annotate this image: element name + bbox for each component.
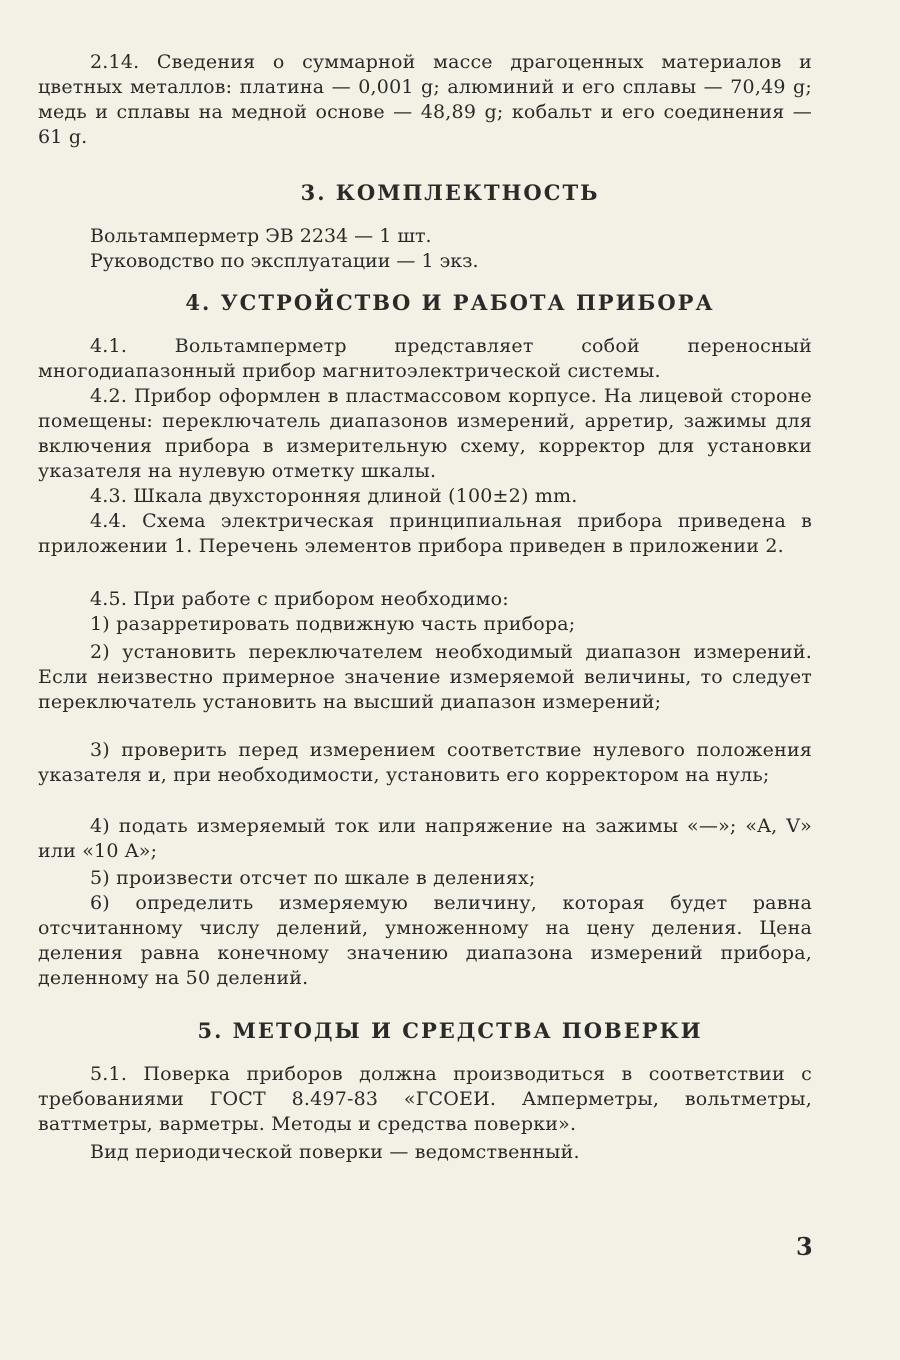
kit-item-manual: Руководство по эксплуатации — 1 экз. xyxy=(90,250,479,272)
list-item-1: 1) разарретировать подвижную часть прибора; xyxy=(90,613,576,635)
page-number: 3 xyxy=(796,1232,813,1261)
paragraph-4-2: 4.2. Прибор оформлен в пластмассовом корпусе. На лицевой стороне помещены: переключатель диапазонов измерений, арретир, зажимы для включения прибора в измерительную схему, корректор для установки указателя на нулевую отметку шкалы. xyxy=(38,385,812,482)
paragraph-2-14: 2.14. Сведения о суммарной массе драгоценных материалов и цветных металлов: платина — 0,001 g; алюминий и его сплавы — 70,49 g; медь и сплавы на медной основе — 48,89 g; кобальт и его соединения — 61 g. xyxy=(38,51,812,148)
paragraph-5-1: 5.1. Поверка приборов должна производиться в соответствии с требованиями ГОСТ 8.497-83 «ГСОЕИ. Амперметры, вольтметры, ваттметры, варметры. Методы и средства поверки». xyxy=(38,1063,812,1135)
list-item-6: 6) определить измеряемую величину, которая будет равна отсчитанному числу делений, умноженному на цену деления. Цена деления равна конечному значению диапазона измерений прибора, деленному на 50 делений. xyxy=(38,892,812,989)
list-item-2: 2) установить переключателем необходимый диапазон измерений. Если неизвестно примерное значение измеряемой величины, то следует переключатель установить на высший диапазон измерений; xyxy=(38,641,812,713)
paragraph-5-2: Вид периодической поверки — ведомственный. xyxy=(90,1141,580,1163)
kit-item-voltammeter: Вольтамперметр ЭВ 2234 — 1 шт. xyxy=(90,225,432,247)
paragraph-4-3: 4.3. Шкала двухсторонняя длиной (100±2) mm. xyxy=(90,485,578,507)
section-3-title: 3. КОМПЛЕКТНОСТЬ xyxy=(300,180,600,205)
paragraph-4-4: 4.4. Схема электрическая принципиальная прибора приведена в приложении 1. Перечень элементов прибора приведен в приложении 2. xyxy=(38,510,812,557)
paragraph-4-1: 4.1. Вольтамперметр представляет собой переносный многодиапазонный прибор магнитоэлектрической системы. xyxy=(38,335,812,382)
paragraph-4-5: 4.5. При работе с прибором необходимо: xyxy=(90,588,509,610)
list-item-4: 4) подать измеряемый ток или напряжение на зажимы «—»; «A, V» или «10 A»; xyxy=(38,815,812,862)
section-4-title: 4. УСТРОЙСТВО И РАБОТА ПРИБОРА xyxy=(185,290,715,315)
list-item-3: 3) проверить перед измерением соответствие нулевого положения указателя и, при необходимости, установить его корректором на нуль; xyxy=(38,739,812,786)
section-5-title: 5. МЕТОДЫ И СРЕДСТВА ПОВЕРКИ xyxy=(197,1018,703,1043)
list-item-5: 5) произвести отсчет по шкале в делениях; xyxy=(90,867,536,889)
